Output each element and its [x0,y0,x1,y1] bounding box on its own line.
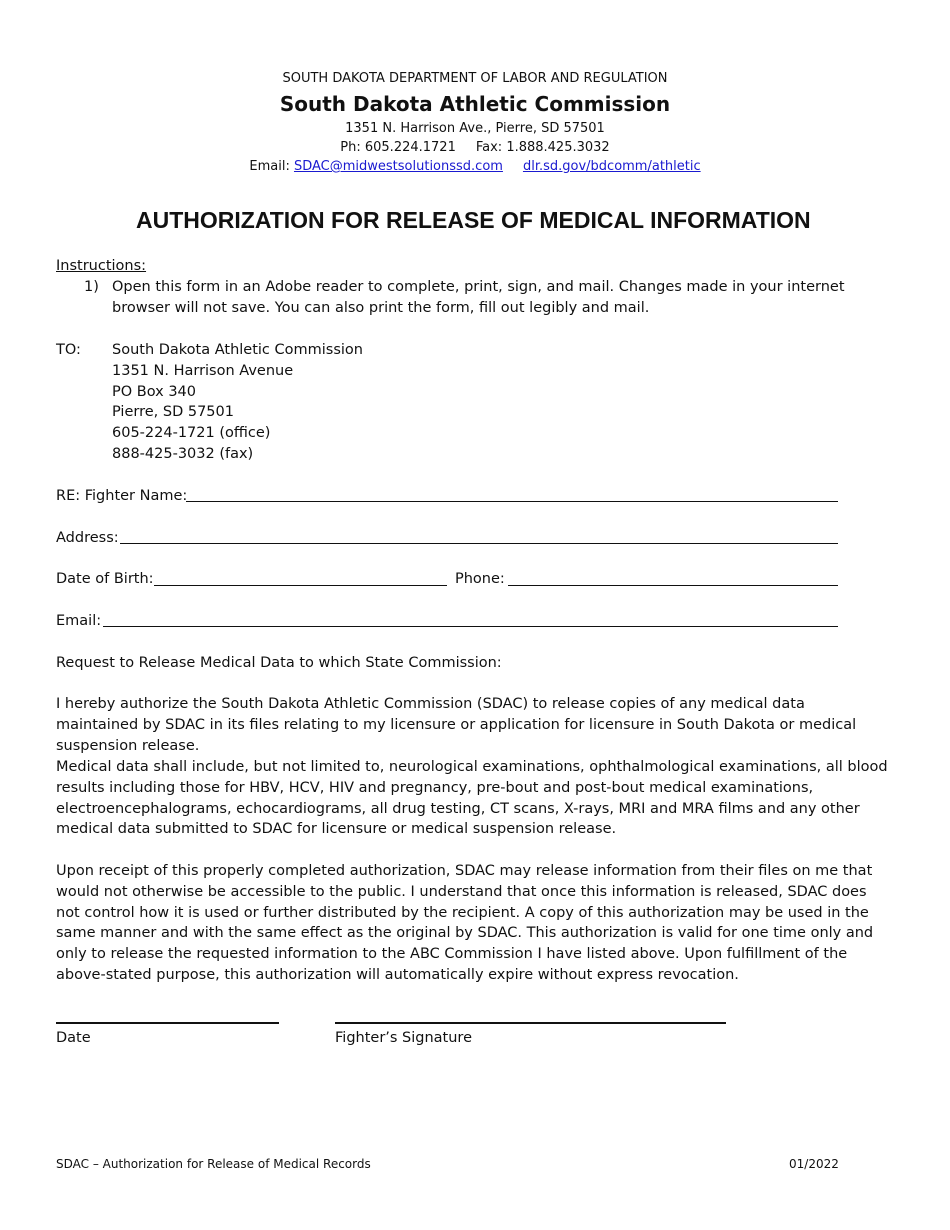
fighter-name-label: RE: Fighter Name: [56,488,188,504]
phone-number: Ph: 605.224.1721 [340,140,456,155]
to-line: 888-425-3032 (fax) [112,445,254,462]
phone-field[interactable] [508,585,838,586]
fighter-name-field[interactable] [186,501,838,502]
address-field[interactable] [120,543,838,544]
email-field[interactable] [103,626,838,627]
website-link[interactable]: dlr.sd.gov/bdcomm/athletic [522,159,701,174]
fighter-signature-line[interactable] [335,1022,726,1024]
email-label-field: Email: [56,613,102,629]
request-line: Request to Release Medical Data to which State Commission: [56,655,502,671]
address-label: Address: [56,530,119,546]
to-line: 1351 N. Harrison Avenue [112,362,294,379]
page-title: AUTHORIZATION FOR RELEASE OF MEDICAL INFORMATION [136,207,811,233]
fax-number: Fax: 1.888.425.3032 [475,140,610,155]
email-label: Email: [249,159,290,174]
footer-revision-date: 01/2022 [789,1157,839,1171]
to-line: 605-224-1721 (office) [112,425,271,442]
authorization-paragraph: I hereby authorize the South Dakota Athletic Commission (SDAC) to release copies of any medical data maintained by SDAC in its files relating to my licensure or application for licensure in South Dakota or medical suspension release. [56,696,857,754]
to-address-block [112,340,363,465]
fighter-signature-label: Fighter’s Signature [335,1030,472,1046]
medical-data-paragraph: Medical data shall include, but not limited to, neurological examinations, ophthalmological examinations, all blood results including those for HBV, HCV, HIV and pregnancy, pre-bout and post-bout medical examinations, electroencephalograms, echocardiograms, all drug testing, CT scans, X-rays, MRI and MRA films and any other medical data submitted to SDAC for licensure or medical suspension release. [56,759,888,838]
date-label: Date [56,1030,91,1046]
instructions-number: 1) [84,279,99,295]
to-line: Pierre, SD 57501 [112,404,234,421]
contact-email-web [0,159,950,174]
commission-address: 1351 N. Harrison Ave., Pierre, SD 57501 [345,121,605,136]
department-name: SOUTH DAKOTA DEPARTMENT OF LABOR AND REGULATION [282,71,668,86]
dob-field[interactable] [154,585,447,586]
instructions-text: Open this form in an Adobe reader to complete, print, sign, and mail. Changes made in your internet browser will not save. You can also print the form, fill out legibly and mail. [112,279,845,316]
release-terms-paragraph: Upon receipt of this properly completed authorization, SDAC may release information from their files on me that would not otherwise be accessible to the public. I understand that once this information is released, SDAC does not control how it is used or further distributed by the recipient. A copy of this authorization may be used in the same manner and with the same effect as the original by SDAC. This authorization is valid for one time only and only to release the requested information to the ABC Commission I have listed above. Upon fulfillment of the above-stated purpose, this authorization will automatically expire without express revocation. [56,863,874,983]
phone-label: Phone: [455,571,505,587]
contact-phone-fax [0,140,950,155]
to-line: South Dakota Athletic Commission [112,342,363,358]
email-link[interactable]: SDAC@midwestsolutionssd.com [293,159,503,174]
footer-form-title: SDAC – Authorization for Release of Medical Records [56,1157,371,1171]
commission-name: South Dakota Athletic Commission [279,92,671,116]
to-label: TO: [56,342,81,358]
dob-label: Date of Birth: [56,571,154,587]
to-line: PO Box 340 [112,383,197,400]
instructions-label: Instructions: [56,258,147,274]
date-signature-line[interactable] [56,1022,279,1024]
